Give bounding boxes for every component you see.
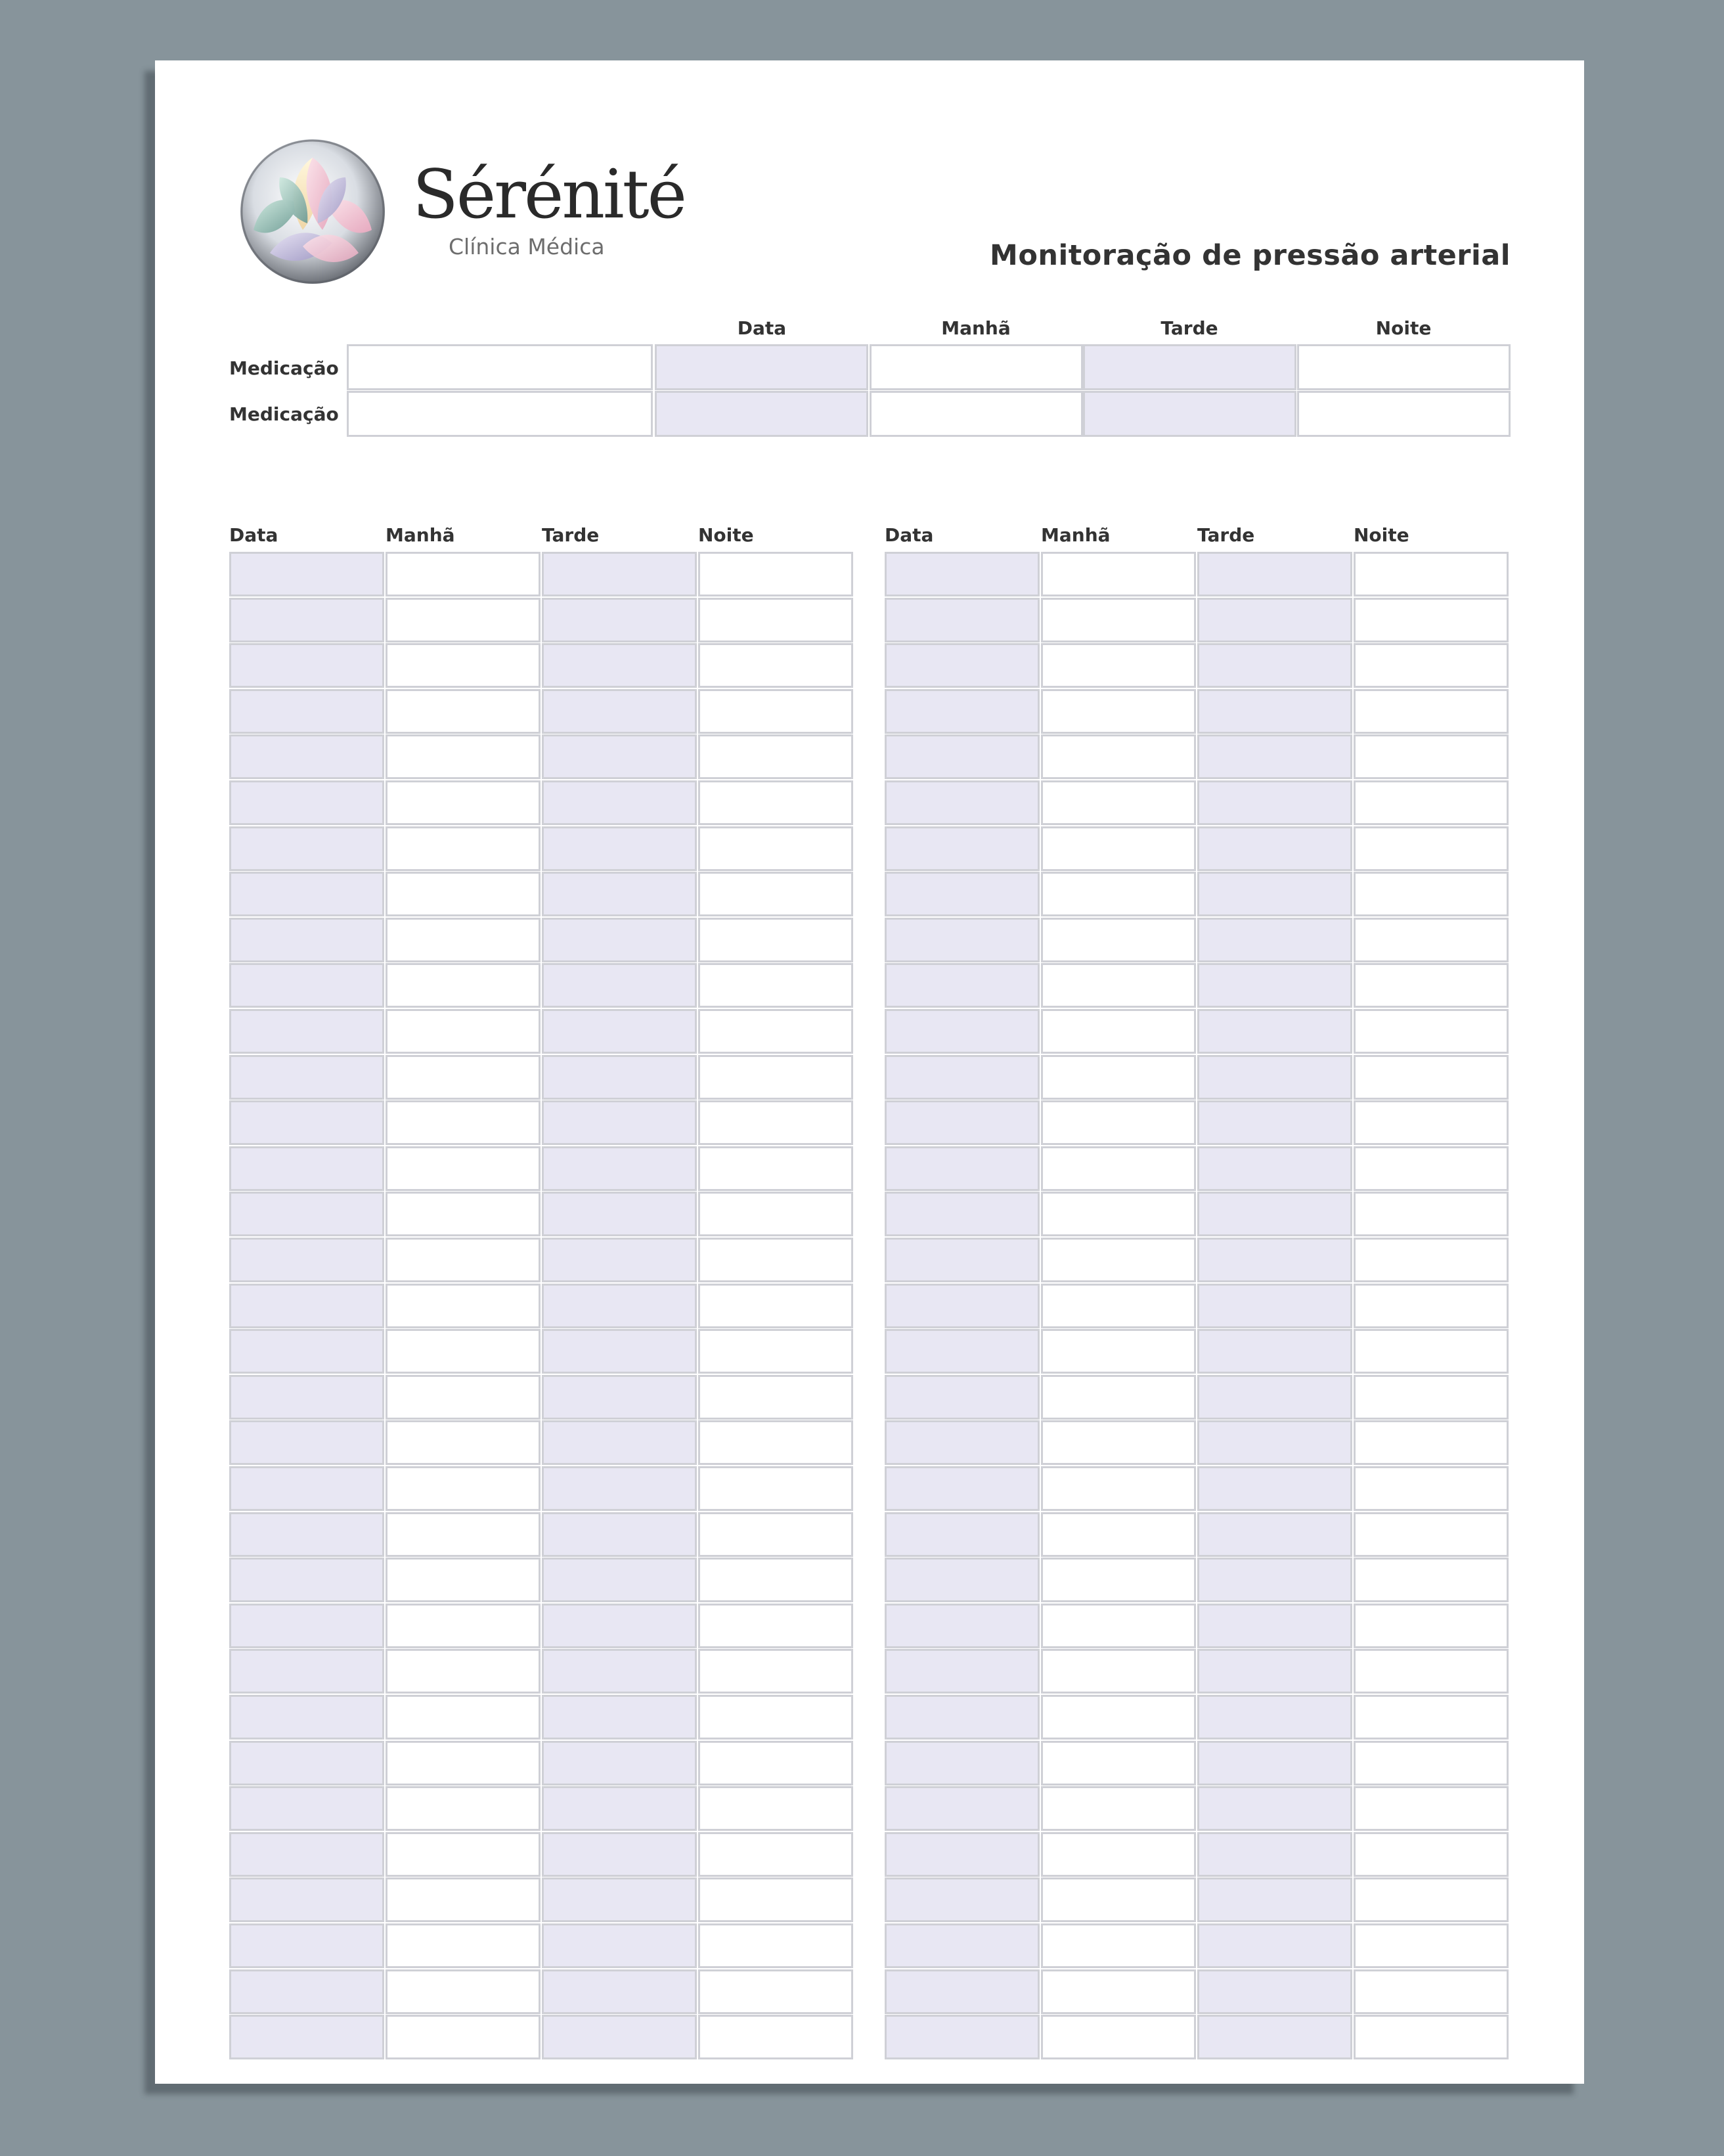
log-right-date-cell[interactable] xyxy=(885,1375,1040,1420)
log-left-date-cell[interactable] xyxy=(229,1055,384,1100)
brand-name: Sérénité xyxy=(412,156,686,234)
log-left-night-cell[interactable] xyxy=(698,2015,853,2059)
log-left-morning-cell[interactable] xyxy=(386,826,541,871)
medication-header-morning: Manhã xyxy=(941,317,1011,339)
log-right-night-cell[interactable] xyxy=(1354,1512,1509,1557)
log-right-morning-cell[interactable] xyxy=(1041,1604,1196,1648)
log-left-date-cell[interactable] xyxy=(229,963,384,1008)
log-left-night-cell[interactable] xyxy=(698,643,853,688)
log-left-night-cell[interactable] xyxy=(698,826,853,871)
log-left-night-cell[interactable] xyxy=(698,552,853,596)
log-left-morning-cell[interactable] xyxy=(386,1466,541,1511)
log-left-morning-cell[interactable] xyxy=(386,1375,541,1420)
log-right-date-cell[interactable] xyxy=(885,1420,1040,1465)
log-left-night-cell[interactable] xyxy=(698,1695,853,1740)
log-right-afternoon-cell[interactable] xyxy=(1197,734,1352,779)
log-left-date-cell[interactable] xyxy=(229,918,384,962)
log-right-date-cell[interactable] xyxy=(885,1832,1040,1877)
log-left-morning-cell[interactable] xyxy=(386,963,541,1008)
log-right-morning-cell[interactable] xyxy=(1041,918,1196,962)
medication-night-field[interactable] xyxy=(1297,391,1511,437)
log-left-date-cell[interactable] xyxy=(229,1192,384,1236)
log-right-afternoon-cell[interactable] xyxy=(1197,1786,1352,1831)
log-right-morning-cell[interactable] xyxy=(1041,1741,1196,1785)
log-left-morning-cell[interactable] xyxy=(386,780,541,825)
log-left-night-cell[interactable] xyxy=(698,1649,853,1694)
log-right-afternoon-cell[interactable] xyxy=(1197,1649,1352,1694)
log-left-morning-cell[interactable] xyxy=(386,1877,541,1922)
log-left-afternoon-cell[interactable] xyxy=(542,1969,697,2014)
log-left-night-cell[interactable] xyxy=(698,1558,853,1602)
log-right-night-cell[interactable] xyxy=(1354,1786,1509,1831)
log-right-afternoon-cell[interactable] xyxy=(1197,1923,1352,1968)
log-right-afternoon-cell[interactable] xyxy=(1197,1695,1352,1740)
log-left-afternoon-cell[interactable] xyxy=(542,1466,697,1511)
log-right-afternoon-cell[interactable] xyxy=(1197,1741,1352,1785)
log-right-afternoon-cell[interactable] xyxy=(1197,1604,1352,1648)
log-right-night-cell[interactable] xyxy=(1354,1284,1509,1328)
log-left-date-cell[interactable] xyxy=(229,734,384,779)
log-left-header-afternoon: Tarde xyxy=(542,524,600,546)
log-right-night-cell[interactable] xyxy=(1354,1969,1509,2014)
log-right-night-cell[interactable] xyxy=(1354,1192,1509,1236)
log-left-morning-cell[interactable] xyxy=(386,1284,541,1328)
log-left-date-cell[interactable] xyxy=(229,1649,384,1694)
log-left-date-cell[interactable] xyxy=(229,1832,384,1877)
log-right-date-cell[interactable] xyxy=(885,1695,1040,1740)
log-right-date-cell[interactable] xyxy=(885,1055,1040,1100)
log-right-night-cell[interactable] xyxy=(1354,689,1509,734)
log-right-morning-cell[interactable] xyxy=(1041,1146,1196,1191)
log-left-morning-cell[interactable] xyxy=(386,1420,541,1465)
log-right-afternoon-cell[interactable] xyxy=(1197,1238,1352,1282)
log-left-night-cell[interactable] xyxy=(698,1466,853,1511)
log-left-night-cell[interactable] xyxy=(698,1512,853,1557)
log-left-afternoon-cell[interactable] xyxy=(542,2015,697,2059)
log-left-afternoon-cell[interactable] xyxy=(542,1604,697,1648)
log-right-morning-cell[interactable] xyxy=(1041,1055,1196,1100)
log-right-afternoon-cell[interactable] xyxy=(1197,1877,1352,1922)
log-right-date-cell[interactable] xyxy=(885,1284,1040,1328)
log-right-date-cell[interactable] xyxy=(885,1969,1040,2014)
log-right-afternoon-cell[interactable] xyxy=(1197,598,1352,642)
log-left-night-cell[interactable] xyxy=(698,1877,853,1922)
log-right-date-cell[interactable] xyxy=(885,826,1040,871)
log-right-morning-cell[interactable] xyxy=(1041,734,1196,779)
log-right-morning-cell[interactable] xyxy=(1041,963,1196,1008)
log-right-morning-cell[interactable] xyxy=(1041,1832,1196,1877)
log-left-afternoon-cell[interactable] xyxy=(542,918,697,962)
log-left-morning-cell[interactable] xyxy=(386,1969,541,2014)
log-left-afternoon-cell[interactable] xyxy=(542,1009,697,1054)
log-right-afternoon-cell[interactable] xyxy=(1197,1100,1352,1145)
log-right-afternoon-cell[interactable] xyxy=(1197,689,1352,734)
log-left-afternoon-cell[interactable] xyxy=(542,1741,697,1785)
log-right-afternoon-cell[interactable] xyxy=(1197,1375,1352,1420)
medication-row-label: Medicação xyxy=(229,403,339,425)
log-left-night-cell[interactable] xyxy=(698,1604,853,1648)
log-left-night-cell[interactable] xyxy=(698,1238,853,1282)
log-left-date-cell[interactable] xyxy=(229,1146,384,1191)
log-left-night-cell[interactable] xyxy=(698,780,853,825)
log-left-date-cell[interactable] xyxy=(229,598,384,642)
log-right-date-cell[interactable] xyxy=(885,1786,1040,1831)
medication-header-date: Data xyxy=(737,317,787,339)
log-left-date-cell[interactable] xyxy=(229,1238,384,1282)
log-right-date-cell[interactable] xyxy=(885,598,1040,642)
log-right-morning-cell[interactable] xyxy=(1041,598,1196,642)
log-right-night-cell[interactable] xyxy=(1354,1420,1509,1465)
log-right-morning-cell[interactable] xyxy=(1041,1375,1196,1420)
log-right-morning-cell[interactable] xyxy=(1041,1238,1196,1282)
log-right-date-cell[interactable] xyxy=(885,1512,1040,1557)
log-right-date-cell[interactable] xyxy=(885,1558,1040,1602)
log-left-afternoon-cell[interactable] xyxy=(542,1375,697,1420)
log-left-morning-cell[interactable] xyxy=(386,1695,541,1740)
log-right-morning-cell[interactable] xyxy=(1041,1649,1196,1694)
log-left-afternoon-cell[interactable] xyxy=(542,1558,697,1602)
log-left-morning-cell[interactable] xyxy=(386,1786,541,1831)
log-left-afternoon-cell[interactable] xyxy=(542,1877,697,1922)
log-right-night-cell[interactable] xyxy=(1354,1604,1509,1648)
medication-morning-field[interactable] xyxy=(870,391,1083,437)
log-left-morning-cell[interactable] xyxy=(386,1146,541,1191)
log-right-header-afternoon: Tarde xyxy=(1197,524,1255,546)
log-left-date-cell[interactable] xyxy=(229,1877,384,1922)
log-left-night-cell[interactable] xyxy=(698,689,853,734)
log-left-morning-cell[interactable] xyxy=(386,598,541,642)
log-left-afternoon-cell[interactable] xyxy=(542,734,697,779)
log-right-night-cell[interactable] xyxy=(1354,1375,1509,1420)
log-right-morning-cell[interactable] xyxy=(1041,1466,1196,1511)
log-right-night-cell[interactable] xyxy=(1354,918,1509,962)
log-left-night-cell[interactable] xyxy=(698,1786,853,1831)
log-left-date-cell[interactable] xyxy=(229,2015,384,2059)
log-left-afternoon-cell[interactable] xyxy=(542,1238,697,1282)
log-left-afternoon-cell[interactable] xyxy=(542,1055,697,1100)
log-right-date-cell[interactable] xyxy=(885,918,1040,962)
lotus-logo-icon xyxy=(234,131,391,289)
log-right-morning-cell[interactable] xyxy=(1041,689,1196,734)
log-left-header-night: Noite xyxy=(698,524,754,546)
log-left-night-cell[interactable] xyxy=(698,1375,853,1420)
log-left-afternoon-cell[interactable] xyxy=(542,598,697,642)
log-right-morning-cell[interactable] xyxy=(1041,1329,1196,1374)
log-left-afternoon-cell[interactable] xyxy=(542,1923,697,1968)
log-left-night-cell[interactable] xyxy=(698,1329,853,1374)
log-right-date-cell[interactable] xyxy=(885,1649,1040,1694)
log-right-morning-cell[interactable] xyxy=(1041,1786,1196,1831)
log-left-header-morning: Manhã xyxy=(386,524,455,546)
log-left-date-cell[interactable] xyxy=(229,1375,384,1420)
log-left-night-cell[interactable] xyxy=(698,1741,853,1785)
log-right-afternoon-cell[interactable] xyxy=(1197,918,1352,962)
log-right-afternoon-cell[interactable] xyxy=(1197,1512,1352,1557)
log-left-night-cell[interactable] xyxy=(698,1100,853,1145)
log-left-date-cell[interactable] xyxy=(229,689,384,734)
log-right-afternoon-cell[interactable] xyxy=(1197,1329,1352,1374)
log-right-night-cell[interactable] xyxy=(1354,826,1509,871)
log-left-morning-cell[interactable] xyxy=(386,1558,541,1602)
log-right-date-cell[interactable] xyxy=(885,2015,1040,2059)
log-left-date-cell[interactable] xyxy=(229,1786,384,1831)
log-right-night-cell[interactable] xyxy=(1354,1558,1509,1602)
log-left-date-cell[interactable] xyxy=(229,552,384,596)
log-right-afternoon-cell[interactable] xyxy=(1197,780,1352,825)
medication-header-afternoon: Tarde xyxy=(1160,317,1218,339)
medication-afternoon-field[interactable] xyxy=(1083,391,1296,437)
log-left-afternoon-cell[interactable] xyxy=(542,1832,697,1877)
log-right-morning-cell[interactable] xyxy=(1041,780,1196,825)
log-left-night-cell[interactable] xyxy=(698,1923,853,1968)
log-right-date-cell[interactable] xyxy=(885,1146,1040,1191)
log-right-night-cell[interactable] xyxy=(1354,780,1509,825)
log-right-afternoon-cell[interactable] xyxy=(1197,1055,1352,1100)
form-page xyxy=(155,60,1584,2084)
log-right-morning-cell[interactable] xyxy=(1041,552,1196,596)
log-right-afternoon-cell[interactable] xyxy=(1197,1466,1352,1511)
log-left-afternoon-cell[interactable] xyxy=(542,1420,697,1465)
log-left-afternoon-cell[interactable] xyxy=(542,780,697,825)
log-left-morning-cell[interactable] xyxy=(386,1923,541,1968)
log-right-night-cell[interactable] xyxy=(1354,643,1509,688)
log-left-night-cell[interactable] xyxy=(698,1055,853,1100)
log-right-night-cell[interactable] xyxy=(1354,1649,1509,1694)
page-title: Monitoração de pressão arterial xyxy=(990,239,1511,272)
log-left-afternoon-cell[interactable] xyxy=(542,552,697,596)
log-right-date-cell[interactable] xyxy=(885,1238,1040,1282)
log-right-morning-cell[interactable] xyxy=(1041,1420,1196,1465)
log-right-night-cell[interactable] xyxy=(1354,1741,1509,1785)
log-right-afternoon-cell[interactable] xyxy=(1197,643,1352,688)
log-left-night-cell[interactable] xyxy=(698,1832,853,1877)
brand-subtitle: Clínica Médica xyxy=(449,234,605,259)
log-right-date-cell[interactable] xyxy=(885,963,1040,1008)
log-right-date-cell[interactable] xyxy=(885,1329,1040,1374)
log-left-morning-cell[interactable] xyxy=(386,734,541,779)
log-right-night-cell[interactable] xyxy=(1354,734,1509,779)
log-right-morning-cell[interactable] xyxy=(1041,1009,1196,1054)
log-left-date-cell[interactable] xyxy=(229,1604,384,1648)
log-left-date-cell[interactable] xyxy=(229,1009,384,1054)
log-left-morning-cell[interactable] xyxy=(386,872,541,916)
log-left-night-cell[interactable] xyxy=(698,963,853,1008)
log-right-date-cell[interactable] xyxy=(885,1192,1040,1236)
log-right-afternoon-cell[interactable] xyxy=(1197,1009,1352,1054)
log-left-afternoon-cell[interactable] xyxy=(542,1786,697,1831)
log-right-night-cell[interactable] xyxy=(1354,1009,1509,1054)
log-left-morning-cell[interactable] xyxy=(386,1741,541,1785)
log-left-date-cell[interactable] xyxy=(229,1512,384,1557)
medication-name-field[interactable] xyxy=(347,391,653,437)
log-left-afternoon-cell[interactable] xyxy=(542,689,697,734)
log-right-afternoon-cell[interactable] xyxy=(1197,826,1352,871)
log-right-morning-cell[interactable] xyxy=(1041,2015,1196,2059)
medication-date-field[interactable] xyxy=(655,391,868,437)
log-right-afternoon-cell[interactable] xyxy=(1197,1832,1352,1877)
log-right-morning-cell[interactable] xyxy=(1041,1192,1196,1236)
log-left-date-cell[interactable] xyxy=(229,1923,384,1968)
log-right-date-cell[interactable] xyxy=(885,1877,1040,1922)
log-left-morning-cell[interactable] xyxy=(386,1055,541,1100)
log-right-afternoon-cell[interactable] xyxy=(1197,552,1352,596)
log-right-night-cell[interactable] xyxy=(1354,1146,1509,1191)
log-right-morning-cell[interactable] xyxy=(1041,643,1196,688)
log-left-afternoon-cell[interactable] xyxy=(542,1512,697,1557)
log-left-morning-cell[interactable] xyxy=(386,918,541,962)
log-right-afternoon-cell[interactable] xyxy=(1197,1420,1352,1465)
log-right-date-cell[interactable] xyxy=(885,1100,1040,1145)
log-left-header-date: Data xyxy=(229,524,278,546)
log-right-afternoon-cell[interactable] xyxy=(1197,1558,1352,1602)
log-right-night-cell[interactable] xyxy=(1354,1238,1509,1282)
log-left-date-cell[interactable] xyxy=(229,826,384,871)
log-left-date-cell[interactable] xyxy=(229,1466,384,1511)
log-right-night-cell[interactable] xyxy=(1354,872,1509,916)
log-right-header-date: Data xyxy=(885,524,934,546)
log-right-date-cell[interactable] xyxy=(885,1604,1040,1648)
log-right-night-cell[interactable] xyxy=(1354,598,1509,642)
log-left-date-cell[interactable] xyxy=(229,780,384,825)
log-right-date-cell[interactable] xyxy=(885,1923,1040,1968)
log-right-date-cell[interactable] xyxy=(885,1741,1040,1785)
log-right-morning-cell[interactable] xyxy=(1041,1969,1196,2014)
log-left-date-cell[interactable] xyxy=(229,1284,384,1328)
medication-row-label: Medicação xyxy=(229,357,339,379)
log-right-morning-cell[interactable] xyxy=(1041,826,1196,871)
log-left-date-cell[interactable] xyxy=(229,1558,384,1602)
medication-morning-field[interactable] xyxy=(870,344,1083,390)
log-left-afternoon-cell[interactable] xyxy=(542,1192,697,1236)
log-right-date-cell[interactable] xyxy=(885,872,1040,916)
log-right-night-cell[interactable] xyxy=(1354,1329,1509,1374)
log-right-date-cell[interactable] xyxy=(885,552,1040,596)
log-left-night-cell[interactable] xyxy=(698,1969,853,2014)
log-right-night-cell[interactable] xyxy=(1354,963,1509,1008)
log-left-night-cell[interactable] xyxy=(698,1146,853,1191)
log-left-date-cell[interactable] xyxy=(229,643,384,688)
log-left-morning-cell[interactable] xyxy=(386,1512,541,1557)
log-left-morning-cell[interactable] xyxy=(386,1329,541,1374)
log-left-night-cell[interactable] xyxy=(698,1420,853,1465)
log-right-morning-cell[interactable] xyxy=(1041,1877,1196,1922)
log-right-night-cell[interactable] xyxy=(1354,1832,1509,1877)
log-left-afternoon-cell[interactable] xyxy=(542,1695,697,1740)
log-right-night-cell[interactable] xyxy=(1354,552,1509,596)
log-right-afternoon-cell[interactable] xyxy=(1197,963,1352,1008)
log-right-night-cell[interactable] xyxy=(1354,1695,1509,1740)
log-left-night-cell[interactable] xyxy=(698,1192,853,1236)
log-left-afternoon-cell[interactable] xyxy=(542,826,697,871)
log-right-afternoon-cell[interactable] xyxy=(1197,2015,1352,2059)
log-right-morning-cell[interactable] xyxy=(1041,1284,1196,1328)
log-left-afternoon-cell[interactable] xyxy=(542,963,697,1008)
log-left-night-cell[interactable] xyxy=(698,734,853,779)
log-left-morning-cell[interactable] xyxy=(386,689,541,734)
log-left-night-cell[interactable] xyxy=(698,872,853,916)
log-right-afternoon-cell[interactable] xyxy=(1197,1284,1352,1328)
log-left-date-cell[interactable] xyxy=(229,872,384,916)
log-left-night-cell[interactable] xyxy=(698,1284,853,1328)
log-left-date-cell[interactable] xyxy=(229,1969,384,2014)
log-right-date-cell[interactable] xyxy=(885,1466,1040,1511)
log-right-afternoon-cell[interactable] xyxy=(1197,1146,1352,1191)
log-left-afternoon-cell[interactable] xyxy=(542,1146,697,1191)
log-left-night-cell[interactable] xyxy=(698,1009,853,1054)
log-right-night-cell[interactable] xyxy=(1354,1923,1509,1968)
log-right-morning-cell[interactable] xyxy=(1041,1695,1196,1740)
log-right-night-cell[interactable] xyxy=(1354,1877,1509,1922)
log-right-morning-cell[interactable] xyxy=(1041,872,1196,916)
log-left-date-cell[interactable] xyxy=(229,1741,384,1785)
log-left-morning-cell[interactable] xyxy=(386,643,541,688)
log-right-night-cell[interactable] xyxy=(1354,1100,1509,1145)
log-left-date-cell[interactable] xyxy=(229,1420,384,1465)
log-right-night-cell[interactable] xyxy=(1354,2015,1509,2059)
log-left-morning-cell[interactable] xyxy=(386,552,541,596)
log-left-morning-cell[interactable] xyxy=(386,2015,541,2059)
log-right-afternoon-cell[interactable] xyxy=(1197,872,1352,916)
medication-date-field[interactable] xyxy=(655,344,868,390)
log-left-night-cell[interactable] xyxy=(698,598,853,642)
medication-night-field[interactable] xyxy=(1297,344,1511,390)
log-right-morning-cell[interactable] xyxy=(1041,1923,1196,1968)
medication-afternoon-field[interactable] xyxy=(1083,344,1296,390)
log-right-morning-cell[interactable] xyxy=(1041,1512,1196,1557)
log-left-date-cell[interactable] xyxy=(229,1329,384,1374)
log-left-date-cell[interactable] xyxy=(229,1100,384,1145)
log-right-date-cell[interactable] xyxy=(885,1009,1040,1054)
log-right-date-cell[interactable] xyxy=(885,780,1040,825)
log-right-night-cell[interactable] xyxy=(1354,1466,1509,1511)
log-right-afternoon-cell[interactable] xyxy=(1197,1969,1352,2014)
log-right-morning-cell[interactable] xyxy=(1041,1558,1196,1602)
log-left-morning-cell[interactable] xyxy=(386,1192,541,1236)
medication-header-night: Noite xyxy=(1375,317,1432,339)
log-left-date-cell[interactable] xyxy=(229,1695,384,1740)
log-right-header-morning: Manhã xyxy=(1041,524,1111,546)
log-right-night-cell[interactable] xyxy=(1354,1055,1509,1100)
log-left-morning-cell[interactable] xyxy=(386,1238,541,1282)
log-right-date-cell[interactable] xyxy=(885,734,1040,779)
log-right-morning-cell[interactable] xyxy=(1041,1100,1196,1145)
log-left-afternoon-cell[interactable] xyxy=(542,1649,697,1694)
log-left-afternoon-cell[interactable] xyxy=(542,1100,697,1145)
log-right-afternoon-cell[interactable] xyxy=(1197,1192,1352,1236)
log-left-morning-cell[interactable] xyxy=(386,1832,541,1877)
log-right-date-cell[interactable] xyxy=(885,643,1040,688)
log-left-afternoon-cell[interactable] xyxy=(542,872,697,916)
log-left-morning-cell[interactable] xyxy=(386,1649,541,1694)
log-right-header-night: Noite xyxy=(1354,524,1409,546)
log-right-date-cell[interactable] xyxy=(885,689,1040,734)
log-left-morning-cell[interactable] xyxy=(386,1100,541,1145)
log-left-morning-cell[interactable] xyxy=(386,1604,541,1648)
log-left-afternoon-cell[interactable] xyxy=(542,1329,697,1374)
log-left-night-cell[interactable] xyxy=(698,918,853,962)
log-left-afternoon-cell[interactable] xyxy=(542,1284,697,1328)
log-left-morning-cell[interactable] xyxy=(386,1009,541,1054)
log-left-afternoon-cell[interactable] xyxy=(542,643,697,688)
medication-name-field[interactable] xyxy=(347,344,653,390)
